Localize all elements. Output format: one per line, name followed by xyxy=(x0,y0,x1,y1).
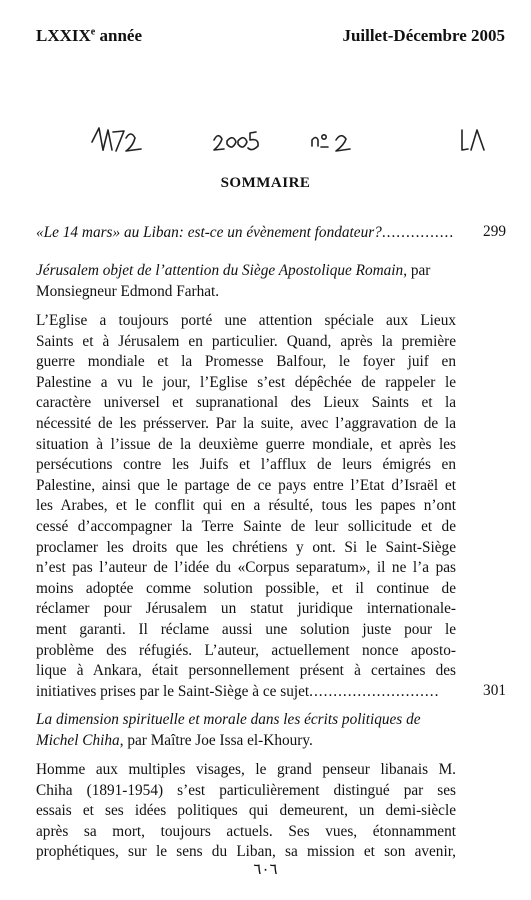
summary-line: proclamer les droits que les chrétiens y ont. Si le Saint-Siège xyxy=(36,538,456,556)
summary-line: essais et ses idées politiques qui demeurent, un demi-siècle xyxy=(36,802,456,820)
summary-line: moins adoptée comme solution possible, et il continue de xyxy=(36,579,456,597)
summary-line: Palestine, ainsi que le partage de ce pays entre l’Etat d’Israël et xyxy=(36,476,456,494)
summary-line: Chiha (1891-1954) s’est particulièrement distingué par ses xyxy=(36,781,456,799)
summary-line: lique à Ankara, était personnellement présent à certaines des xyxy=(36,662,456,680)
entry-title: Jérusalem objet de l’attention du Siège Apostolique Romain xyxy=(36,262,404,279)
entry-summary xyxy=(36,760,456,863)
summary-line: après sa mort, toujours actuels. Ses vues, étonnamment xyxy=(36,822,456,840)
summary-line: problème des réfugiés. L’auteur, actuellement nonce aposto- xyxy=(36,641,456,659)
page-number: 299 xyxy=(483,223,506,240)
summary-line: les Arabes, et le conflit qui en a résulté, tous les papes n’ont xyxy=(36,497,456,515)
summary-line: réclamer pour Jérusalem un statut juridique internationale- xyxy=(36,600,456,618)
summary-line: n’est pas l’auteur de l’idée du «Corpus separatum», il ne l’a pas xyxy=(36,559,456,577)
handwritten-annotation xyxy=(0,120,531,170)
summary-line: persécutions contre les Juifs et l’afflux de leurs émigrés en xyxy=(36,456,456,474)
summary-line: nécessité de les présserver. Par la suite, avec l’aggravation de la xyxy=(36,414,456,432)
entry-author: , par Monsiegneur Edmond Farhat. xyxy=(36,262,431,300)
entry-summary xyxy=(36,311,456,702)
entry-title: La dimension spirituelle et morale dans les écrits politiques de Michel Chiha xyxy=(36,711,421,749)
footer-page-number: ٦٠٦ xyxy=(253,862,278,878)
summary-line: caractère universel et supranational des Lieux Saints et la xyxy=(36,394,456,412)
summary-line: Saints et à Jérusalem en particulier. Quand, après la première xyxy=(36,332,456,350)
entry-title: «Le 14 mars» au Liban: est-ce un évènement fondateur? xyxy=(36,224,382,241)
summary-line: Palestine a vu le jour, l’Eglise s’est dépêchée de rappeler le xyxy=(36,373,456,391)
entry-author: , par Maître Joe Issa el-Khoury. xyxy=(119,731,313,749)
summary-line: ment garanti. Il réclame aussi une solution juste pour le xyxy=(36,620,456,638)
toc-entry-1 xyxy=(36,223,456,244)
page-title: SOMMAIRE xyxy=(220,175,311,191)
volume-header: LXXIXe année xyxy=(36,26,142,45)
summary-line: situation à l’issue de la deuxième guerre mondiale, et après les xyxy=(36,435,456,453)
page-number: 301 xyxy=(483,682,506,699)
leader-dots: ........................... xyxy=(309,682,440,700)
toc-entry-2 xyxy=(36,261,456,302)
summary-line: L’Eglise a toujours porté une attention spéciale aux Lieux xyxy=(36,312,456,329)
handwriting-image xyxy=(0,120,531,170)
summary-line: initiatives prises par le Saint-Siège à ce sujet........................... xyxy=(36,682,440,700)
summary-line: prophétiques, sur le sens du Liban, sa mission et son avenir, xyxy=(36,843,456,861)
summary-line: cessé d’accompagner la Terre Sainte de leur sollicitude et de xyxy=(36,517,456,535)
leader-dots: ............... xyxy=(381,224,455,241)
summary-line: Homme aux multiples visages, le grand penseur libanais M. xyxy=(36,761,456,778)
summary-line: guerre mondiale et la Promesse Balfour, le foyer juif en xyxy=(36,353,456,371)
date-header: Juillet-Décembre 2005 xyxy=(342,26,505,45)
toc-entry-3 xyxy=(36,710,456,751)
